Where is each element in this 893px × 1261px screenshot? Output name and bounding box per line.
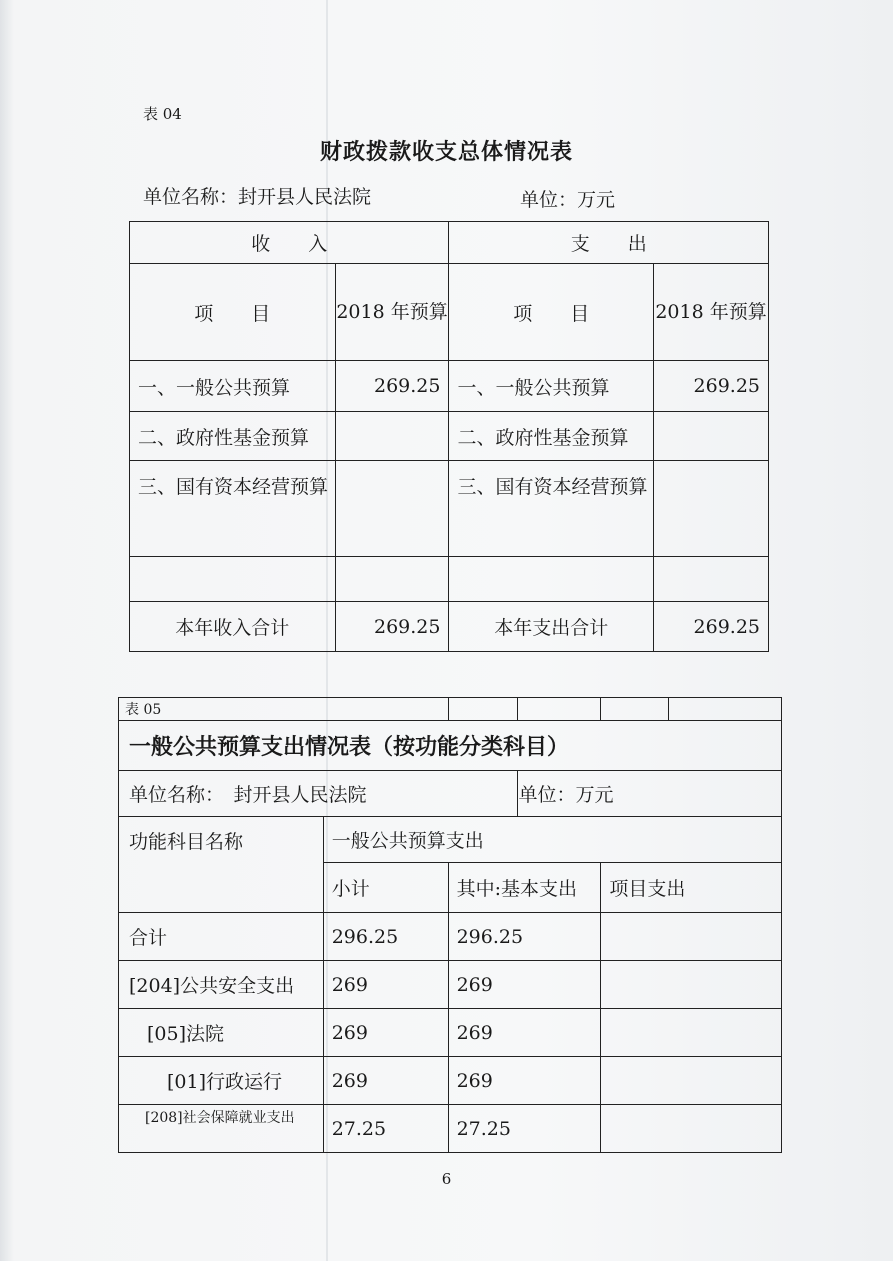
row-name: [05]法院 [119, 1009, 324, 1057]
total-income-value: 269.25 [335, 602, 449, 652]
table-row [130, 361, 769, 412]
general-budget-expense-table [118, 697, 782, 1153]
row-subtotal: 269 [323, 961, 448, 1009]
table-row [119, 1009, 782, 1057]
income-item: 一、一般公共预算 [130, 361, 336, 412]
row-subtotal: 296.25 [323, 913, 448, 961]
row-subtotal: 27.25 [323, 1105, 448, 1153]
expense-value [654, 557, 769, 602]
total-expense-label: 本年支出合计 [449, 602, 654, 652]
expense-item [449, 557, 654, 602]
expense-item: 二、政府性基金预算 [449, 412, 654, 461]
row-basic: 269 [448, 1057, 601, 1105]
table04-title: 财政拨款收支总体情况表 [319, 139, 573, 165]
table05-unit: 单位：万元 [518, 771, 782, 817]
table04-label: 表 04 [143, 105, 182, 123]
table04-unit-name: 单位名称：封开县人民法院 [143, 186, 372, 208]
table05-unit-name: 单位名称： 封开县人民法院 [119, 771, 518, 817]
fiscal-summary-table [129, 221, 769, 652]
expense-header: 支 出 [449, 222, 769, 264]
row-project [601, 961, 782, 1009]
income-value: 269.25 [335, 361, 449, 412]
total-row [130, 602, 769, 652]
row-name: [204]公共安全支出 [119, 961, 324, 1009]
expense-value [654, 412, 769, 461]
table-row [130, 557, 769, 602]
income-item: 二、政府性基金预算 [130, 412, 336, 461]
income-value [335, 412, 449, 461]
row-name: 合计 [119, 913, 324, 961]
row-project [601, 1105, 782, 1153]
row-basic: 269 [448, 1009, 601, 1057]
expense-value [654, 461, 769, 557]
total-expense-value: 269.25 [654, 602, 769, 652]
col-basic-header: 其中:基本支出 [448, 863, 601, 913]
income-header: 收 入 [130, 222, 449, 264]
expense-item: 一、一般公共预算 [449, 361, 654, 412]
table05-title: 一般公共预算支出情况表（按功能分类科目） [119, 721, 782, 771]
row-name: [208]社会保障就业支出 [119, 1105, 324, 1153]
row-project [601, 913, 782, 961]
income-item-header: 项 目 [130, 264, 336, 361]
row-subtotal: 269 [323, 1057, 448, 1105]
table-row [119, 913, 782, 961]
table-row [130, 461, 769, 557]
income-item [130, 557, 336, 602]
col-general-header: 一般公共预算支出 [323, 817, 781, 863]
table-row [119, 961, 782, 1009]
income-value [335, 461, 449, 557]
income-budget-header: 2018 年预算 [335, 264, 449, 361]
col-subtotal-header: 小计 [323, 863, 448, 913]
page-number: 6 [441, 1170, 452, 1188]
income-value [335, 557, 449, 602]
row-basic: 269 [448, 961, 601, 1009]
row-name: [01]行政运行 [119, 1057, 324, 1105]
table-row [130, 412, 769, 461]
income-item: 三、国有资本经营预算 [130, 461, 336, 557]
row-project [601, 1057, 782, 1105]
table05-label: 表 05 [119, 698, 449, 721]
col-name-header: 功能科目名称 [119, 817, 324, 913]
row-basic: 27.25 [448, 1105, 601, 1153]
row-subtotal: 269 [323, 1009, 448, 1057]
expense-budget-header: 2018 年预算 [654, 264, 769, 361]
row-basic: 296.25 [448, 913, 601, 961]
expense-item-header: 项 目 [449, 264, 654, 361]
table04-unit: 单位：万元 [520, 189, 616, 211]
row-project [601, 1009, 782, 1057]
expense-item: 三、国有资本经营预算 [449, 461, 654, 557]
table-row [119, 1057, 782, 1105]
total-income-label: 本年收入合计 [130, 602, 336, 652]
expense-value: 269.25 [654, 361, 769, 412]
table-row [119, 1105, 782, 1153]
col-project-header: 项目支出 [601, 863, 782, 913]
